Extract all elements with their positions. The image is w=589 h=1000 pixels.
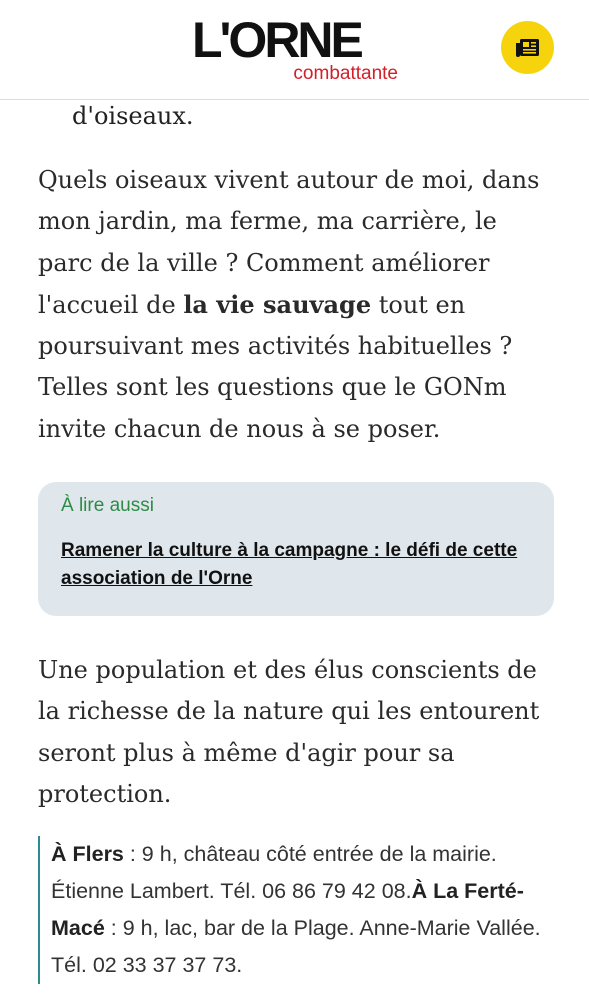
place-ferte-mace: À La Ferté-Macé bbox=[51, 879, 524, 940]
text-fragment: d'oiseaux. bbox=[72, 102, 194, 130]
logo-main-text: L'ORNE bbox=[192, 12, 361, 68]
logo-sub-text: combattante bbox=[293, 63, 398, 84]
bold-phrase: la vie sauvage bbox=[183, 289, 372, 319]
paragraph-population: Une population et des élus conscients de la richesse de la nature qui les entourent seront plus à même d'agir pour sa protection. bbox=[38, 656, 540, 808]
paragraph-text: Quels oiseaux vivent autour de moi, dans mon jardin, ma ferme, ma carrière, le parc de la ville ? Comment améliorer l'accueil de bbox=[38, 166, 540, 319]
place-flers: À Flers bbox=[51, 842, 124, 866]
see-also-label: À lire aussi bbox=[61, 495, 154, 516]
site-header bbox=[0, 0, 589, 100]
info-text: : 9 h, château côté entrée de la mairie. Étienne Lambert. Tél. 06 86 79 42 08. bbox=[51, 842, 497, 903]
see-also-link[interactable]: Ramener la culture à la campagne : le défi de cette association de l'Orne bbox=[61, 540, 518, 589]
see-also-box bbox=[38, 482, 554, 616]
paragraph-birds bbox=[38, 160, 552, 450]
info-text: : 9 h, lac, bar de la Plage. Anne-Marie Vallée. Tél. 02 33 37 37 73. bbox=[51, 916, 541, 977]
info-box bbox=[38, 836, 558, 984]
newspaper-button[interactable] bbox=[501, 21, 554, 74]
site-logo[interactable] bbox=[192, 14, 402, 90]
paragraph-text: tout en poursuivant mes activités habituelles ? Telles sont les questions que le GONm invite chacun de nous à se poser. bbox=[38, 290, 513, 443]
newspaper-icon bbox=[515, 37, 541, 59]
